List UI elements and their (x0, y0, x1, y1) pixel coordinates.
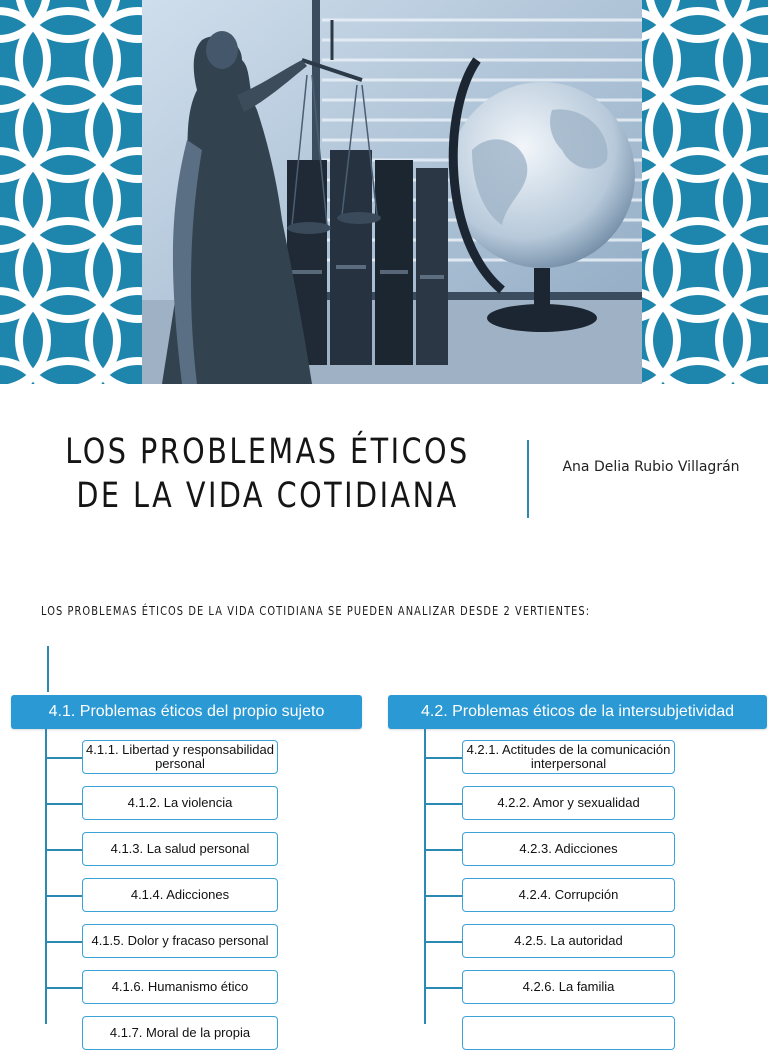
left-item-4: 4.1.4. Adicciones (82, 878, 278, 912)
right-item-2: 4.2.2. Amor y sexualidad (462, 786, 675, 820)
left-branch-line (45, 941, 82, 943)
author-name: Ana Delia Rubio Villagrán (562, 459, 740, 475)
left-branch-line (45, 987, 82, 989)
left-vertical-connector (45, 729, 47, 1024)
right-item-4: 4.2.4. Corrupción (462, 878, 675, 912)
hierarchy-diagram (0, 640, 768, 1040)
left-item-1: 4.1.1. Libertad y responsabilidad personal (82, 740, 278, 774)
right-item-7 (462, 1016, 675, 1050)
presentation-title: LOS PROBLEMAS ÉTICOS DE LA VIDA COTIDIANA (65, 432, 470, 516)
justice-globe-photo (142, 0, 642, 384)
cover-slide (0, 0, 768, 384)
title-divider (527, 440, 529, 518)
right-branch-line (424, 803, 462, 805)
right-item-6: 4.2.6. La familia (462, 970, 675, 1004)
left-branch-line (45, 757, 82, 759)
right-item-3: 4.2.3. Adicciones (462, 832, 675, 866)
left-item-3: 4.1.3. La salud personal (82, 832, 278, 866)
left-branch-line (45, 803, 82, 805)
left-item-2: 4.1.2. La violencia (82, 786, 278, 820)
right-item-1: 4.2.1. Actitudes de la comunicación interpersonal (462, 740, 675, 774)
right-branch-line (424, 849, 462, 851)
left-branch-line (45, 895, 82, 897)
left-branch-line (45, 849, 82, 851)
right-branch-header: 4.2. Problemas éticos de la intersubjetividad (388, 695, 767, 729)
right-pattern (642, 0, 768, 384)
right-branch-line (424, 757, 462, 759)
right-branch-line (424, 941, 462, 943)
left-item-7: 4.1.7. Moral de la propia (82, 1016, 278, 1050)
right-branch-line (424, 987, 462, 989)
right-branch-line (424, 895, 462, 897)
left-pattern (0, 0, 142, 384)
right-item-5: 4.2.5. La autoridad (462, 924, 675, 958)
slide-subtitle: LOS PROBLEMAS ÉTICOS DE LA VIDA COTIDIANA SE PUEDEN ANALIZAR DESDE 2 VERTIENTES: (41, 604, 591, 618)
left-branch-header: 4.1. Problemas éticos del propio sujeto (11, 695, 362, 729)
left-item-6: 4.1.6. Humanismo ético (82, 970, 278, 1004)
right-vertical-connector (424, 729, 426, 1024)
left-item-5: 4.1.5. Dolor y fracaso personal (82, 924, 278, 958)
top-connector (47, 646, 49, 692)
